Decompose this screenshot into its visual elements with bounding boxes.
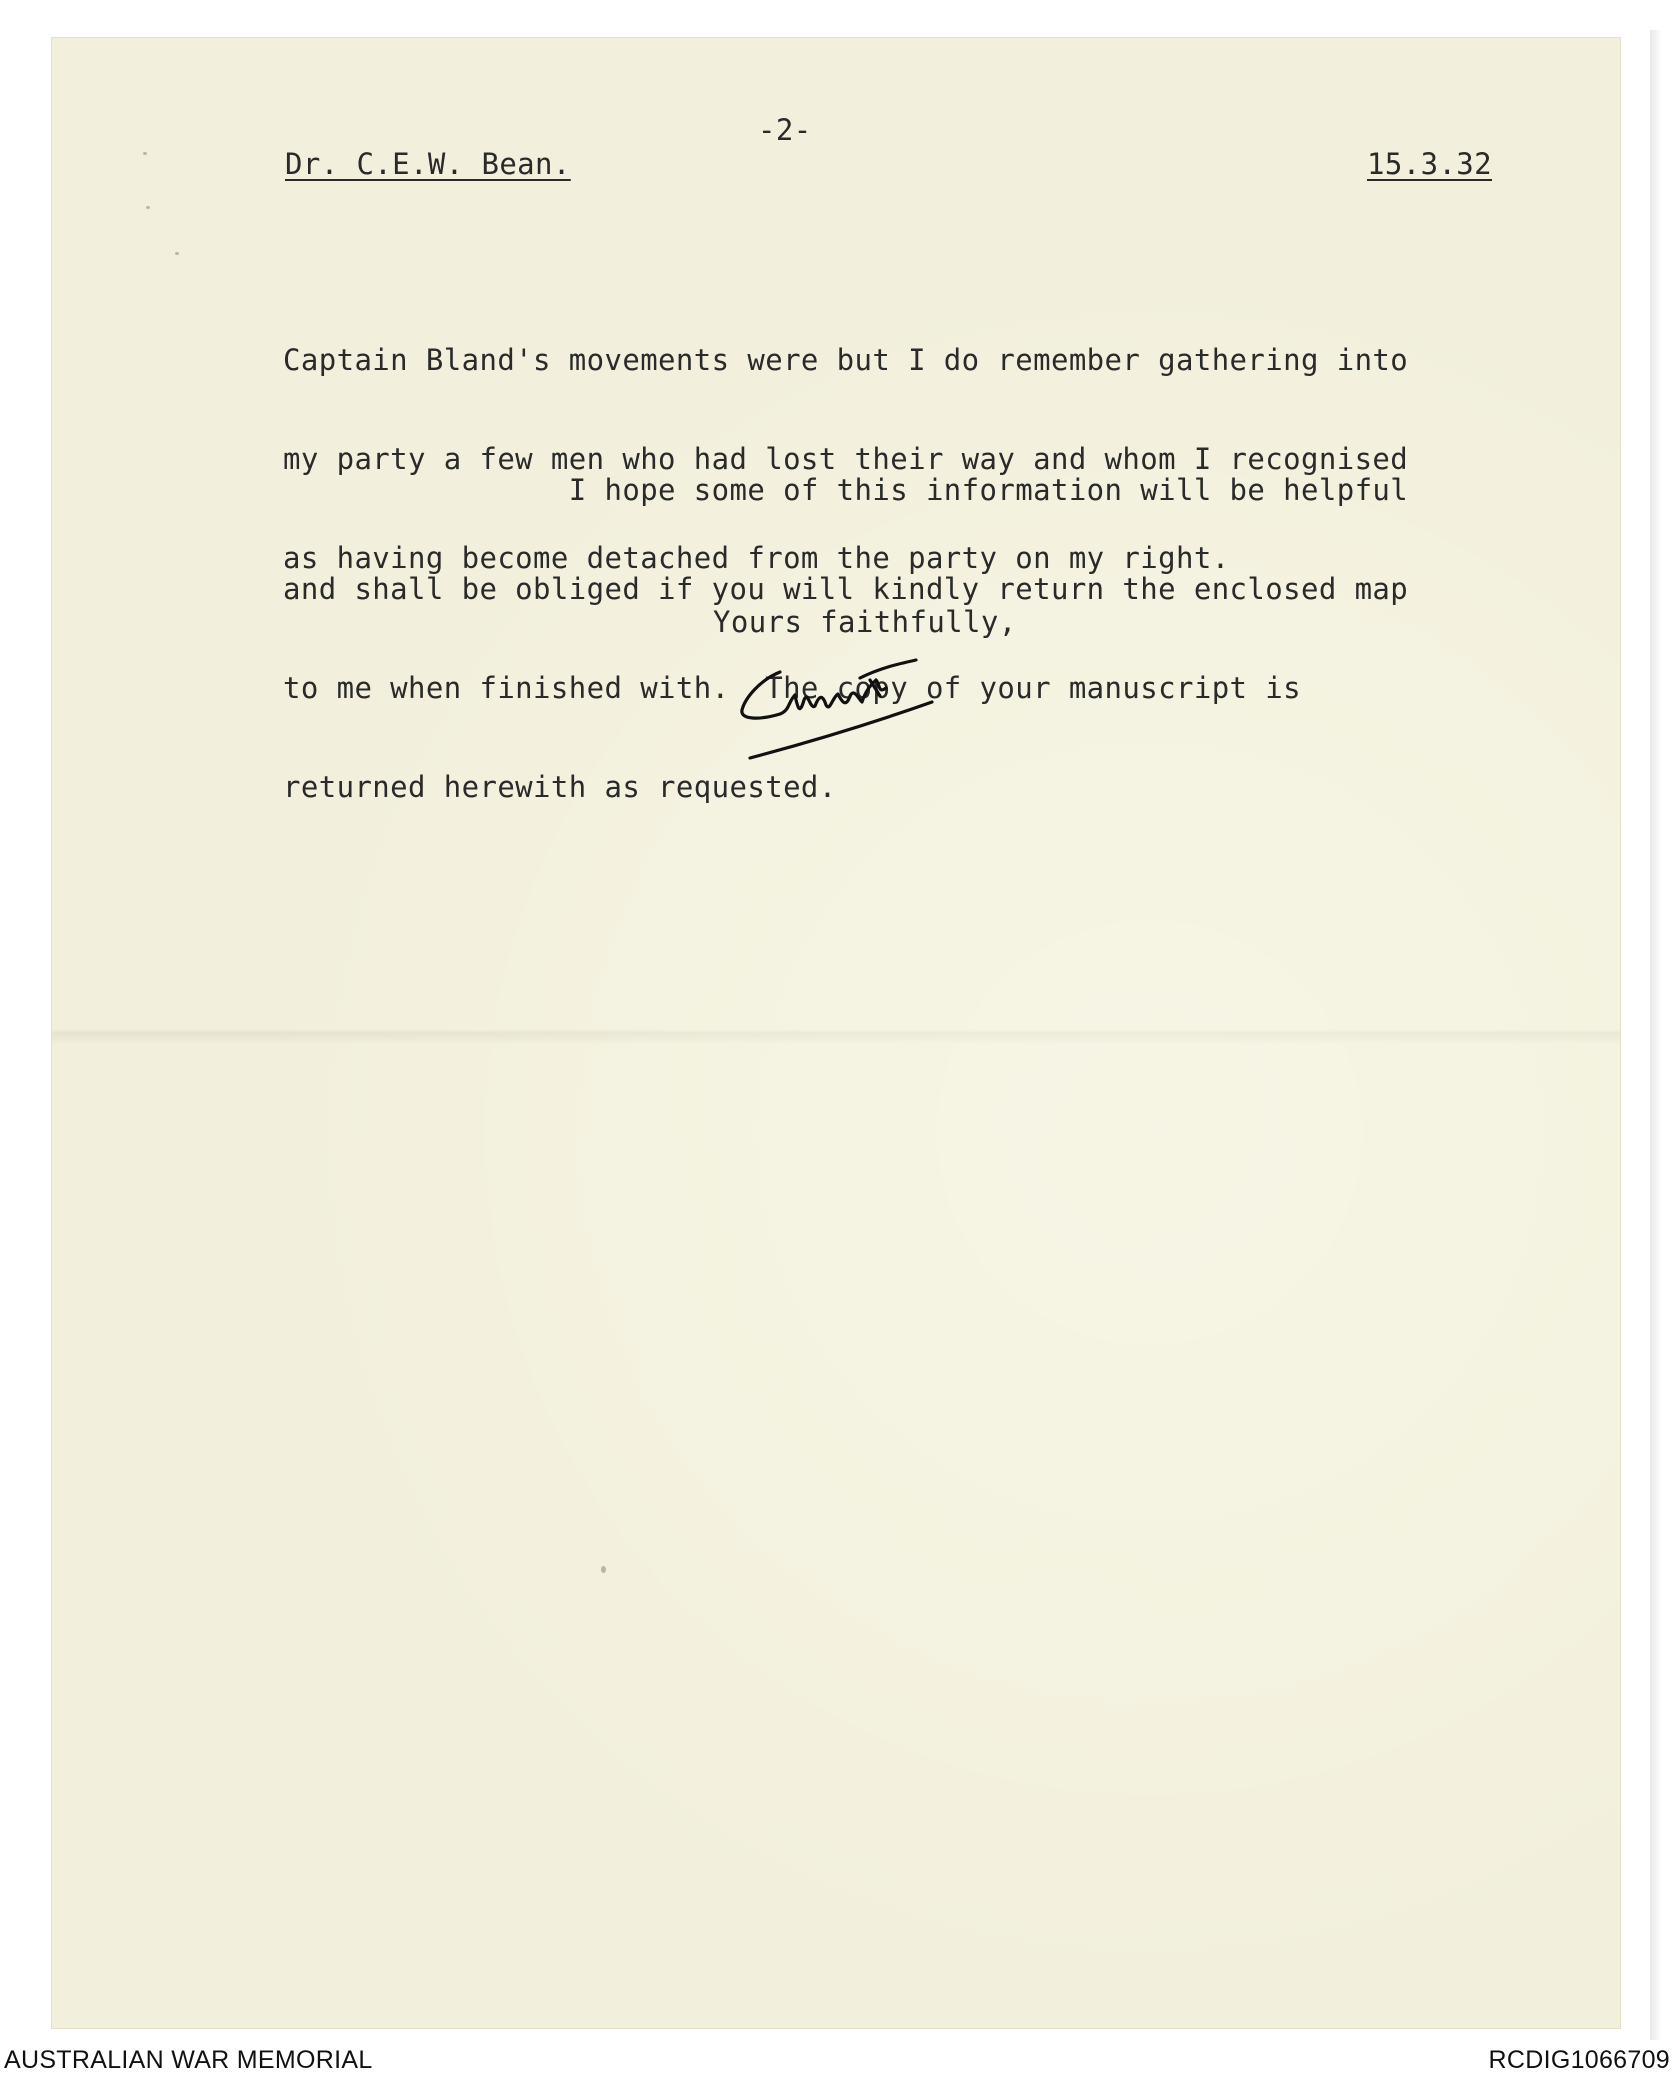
paper-speck <box>146 206 150 209</box>
text-line: returned herewith as requested. <box>283 770 837 804</box>
footer-reference: RCDIG1066709 <box>1488 2046 1670 2074</box>
text-line: I hope some of this information will be helpful <box>283 473 1409 507</box>
text-line: my party a few men who had lost their way and whom I recognised <box>283 442 1409 476</box>
footer-source: AUSTRALIAN WAR MEMORIAL <box>4 2046 373 2074</box>
body-paragraph-2 <box>283 408 1408 870</box>
recipient-name: Dr. C.E.W. Bean. <box>285 147 571 181</box>
paper-speck <box>143 152 147 155</box>
paper-speck <box>601 1566 606 1573</box>
page-number: -2- <box>758 113 812 147</box>
page-edge <box>1650 30 1662 2040</box>
text-line: Captain Bland's movements were but I do remember gathering into <box>283 343 1409 377</box>
letter-date: 15.3.32 <box>1367 147 1493 181</box>
closing-salutation: Yours faithfully, <box>713 605 1017 639</box>
paper-speck <box>175 252 179 255</box>
text-line: and shall be obliged if you will kindly return the enclosed map <box>283 572 1409 606</box>
text-line: to me when finished with. The copy of your manuscript is <box>283 671 1301 705</box>
signature-icon <box>720 650 960 765</box>
text-line: as having become detached from the party on my right. <box>283 541 1230 575</box>
